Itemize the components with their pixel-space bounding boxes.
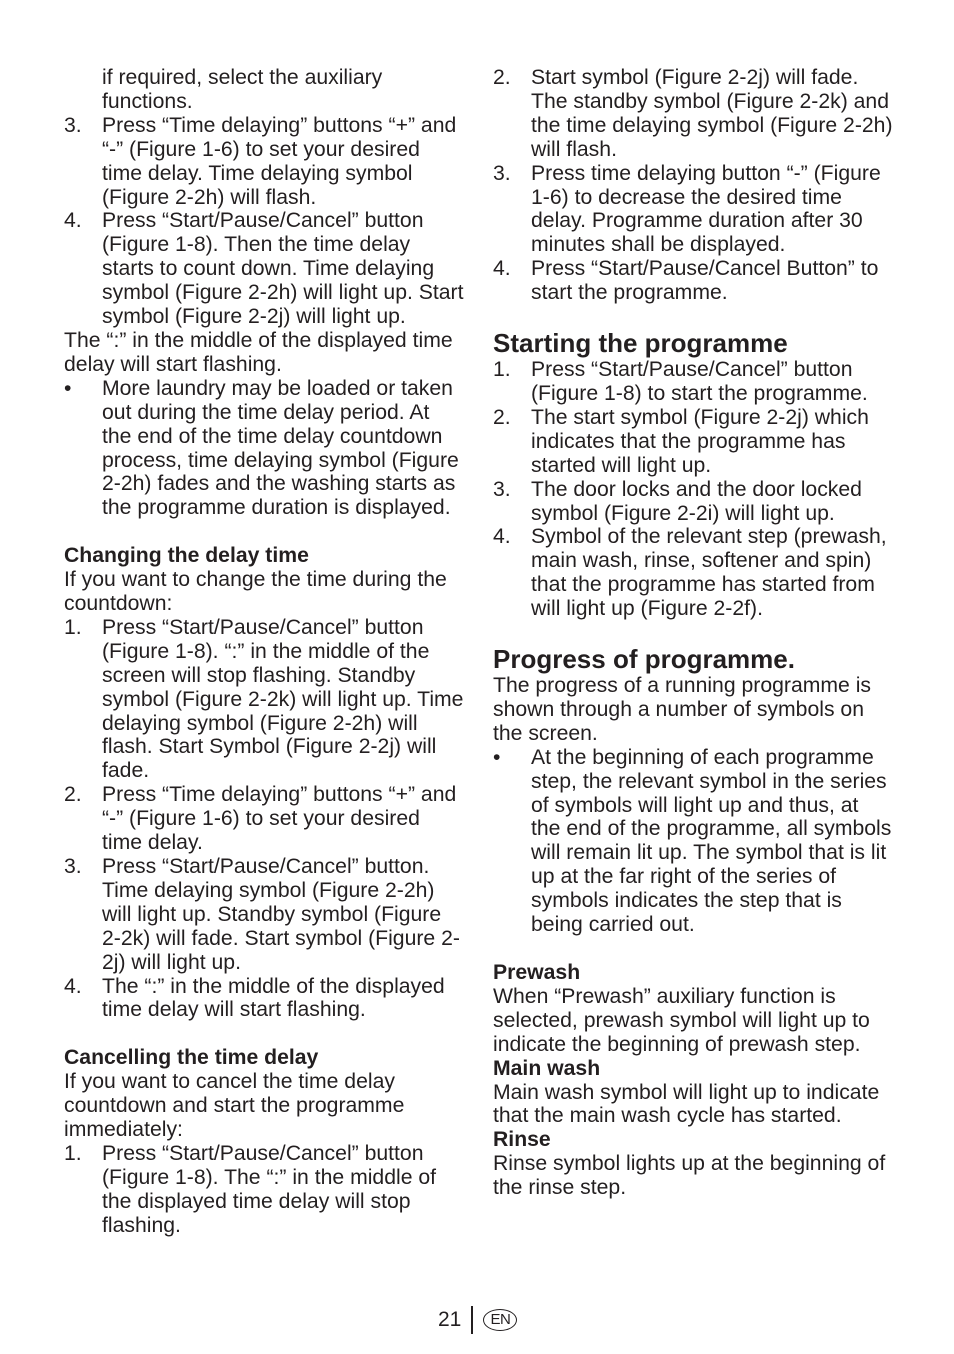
list-item (493, 257, 893, 305)
paragraph: The progress of a running programme is shown through a number of symbols on the screen. (493, 674, 872, 745)
list-item (64, 209, 464, 329)
list-item-text: Press “Start/Pause/Cancel” button (Figure 1-8) to start the programme. (531, 358, 868, 405)
list-number: 3. (493, 161, 511, 185)
footer-divider (471, 1306, 473, 1334)
paragraph: When “Prewash” auxiliary function is selected, prewash symbol will light up to indicate the beginning of prewash step. (493, 984, 870, 1056)
list-item-continued: if required, select the auxiliary functions. (102, 66, 383, 113)
list-item (64, 1142, 464, 1238)
bullet-mark: • (64, 376, 72, 400)
list-number: 4. (493, 257, 511, 281)
list-item-text: Start symbol (Figure 2-2j) will fade. The standby symbol (Figure 2-2k) and the time delaying symbol (Figure 2-2h) will flash. (531, 66, 893, 161)
list-number: 1. (64, 615, 82, 639)
list-number: 3. (64, 855, 82, 878)
bullet-mark: • (493, 745, 501, 769)
section-heading: Progress of programme. (493, 644, 795, 675)
section-heading: Rinse (493, 1128, 551, 1152)
list-number: 4. (64, 209, 82, 233)
paragraph: Main wash symbol will light up to indicate that the main wash cycle has started. (493, 1080, 880, 1128)
list-number: 2. (493, 66, 511, 89)
list-item-text: Press time delaying button “-” (Figure 1-6) to decrease the desired time delay. Programme duration after 30 minutes shall be displayed. (531, 161, 881, 257)
section-heading: Cancelling the time delay (64, 1046, 319, 1070)
list-item (64, 975, 464, 1023)
list-item (493, 478, 893, 526)
list-item-text: Press “Start/Pause/Cancel” button. Time delaying symbol (Figure 2-2h) will light up. Standby symbol (Figure 2-2k) will fade. Start symbol (Figure 2-2j) will light up. (102, 855, 460, 974)
bullet-text: More laundry may be loaded or taken out during the time delay period. At the end of the time delay countdown process, time delaying symbol (Figure 2-2h) fades and the washing starts as the programme duration is displayed. (102, 376, 459, 520)
bullet-text: At the beginning of each programme step, the relevant symbol in the series of symbols will light up and thus, at the end of the programme, all symbols will remain lit up. The symbol that is lit up at the far right of the series of symbols indicates the step that is being carried out. (531, 745, 892, 937)
list-item (64, 855, 464, 975)
paragraph: If you want to cancel the time delay countdown and start the programme immediately: (64, 1070, 405, 1142)
paragraph: Rinse symbol lights up at the beginning of the rinse step. (493, 1152, 886, 1200)
list-number: 2. (64, 783, 82, 807)
list-number: 3. (64, 113, 82, 137)
list-number: 4. (64, 974, 82, 998)
list-item-text: Press “Start/Pause/Cancel” button (Figure 1-8). “:” in the middle of the screen will stop flashing. Standby symbol (Figure 2-2k) will light up. Time delaying symbol (Figure 2-2h) will flash. Start Symbol (Figure 2-2j) will fade. (102, 615, 464, 783)
list-item-text: Press “Time delaying” buttons “+” and “-” (Figure 1-6) to set your desired time delay. Time delaying symbol (Figure 2-2h) will flash. (102, 113, 457, 209)
bullet-item (493, 746, 893, 937)
list-item-text: Press “Start/Pause/Cancel” button (Figure 1-8). Then the time delay starts to count down. Time delaying symbol (Figure 2-2h) will light up. Start symbol (Figure 2-2j) will light up. (102, 209, 464, 329)
list-number: 4. (493, 525, 511, 549)
section-heading: Changing the delay time (64, 544, 309, 568)
list-item-text: The start symbol (Figure 2-2j) which indicates that the programme has started will light up. (531, 405, 869, 477)
list-number: 3. (493, 477, 511, 501)
list-item (493, 66, 893, 162)
list-item-text: Press “Start/Pause/Cancel” button (Figure 1-8). The “:” in the middle of the displayed time delay will stop flashing. (102, 1141, 437, 1237)
list-number: 1. (493, 358, 511, 382)
language-badge: EN (483, 1309, 517, 1331)
list-item-text: Press “Start/Pause/Cancel Button” to start the programme. (531, 257, 879, 305)
section-heading: Main wash (493, 1056, 601, 1080)
list-item (64, 783, 464, 855)
list-item (493, 406, 893, 478)
list-item (493, 358, 893, 406)
list-item-text: Press “Time delaying” buttons “+” and “-” (Figure 1-6) to set your desired time delay. (102, 783, 457, 855)
page-number: 21 (438, 1308, 462, 1331)
list-item (64, 114, 464, 210)
page-footer (438, 1306, 517, 1334)
paragraph: The “:” in the middle of the displayed time delay will start flashing. (64, 328, 453, 376)
list-number: 2. (493, 405, 511, 429)
bullet-item (64, 377, 464, 520)
left-column (64, 66, 464, 1238)
paragraph: If you want to change the time during the countdown: (64, 568, 447, 616)
list-item (493, 162, 893, 258)
list-item (64, 616, 464, 783)
right-column (493, 66, 893, 1200)
list-item-text: The door locks and the door locked symbol (Figure 2-2i) will light up. (531, 477, 862, 525)
section-heading: Prewash (493, 961, 581, 984)
section-heading: Starting the programme (493, 328, 788, 359)
list-number: 1. (64, 1141, 82, 1165)
list-item-text: The “:” in the middle of the displayed time delay will start flashing. (102, 974, 445, 1022)
list-item (493, 525, 893, 621)
list-item-text: Symbol of the relevant step (prewash, main wash, rinse, softener and spin) that the programme has started from will light up (Figure 2-2f). (531, 525, 887, 621)
